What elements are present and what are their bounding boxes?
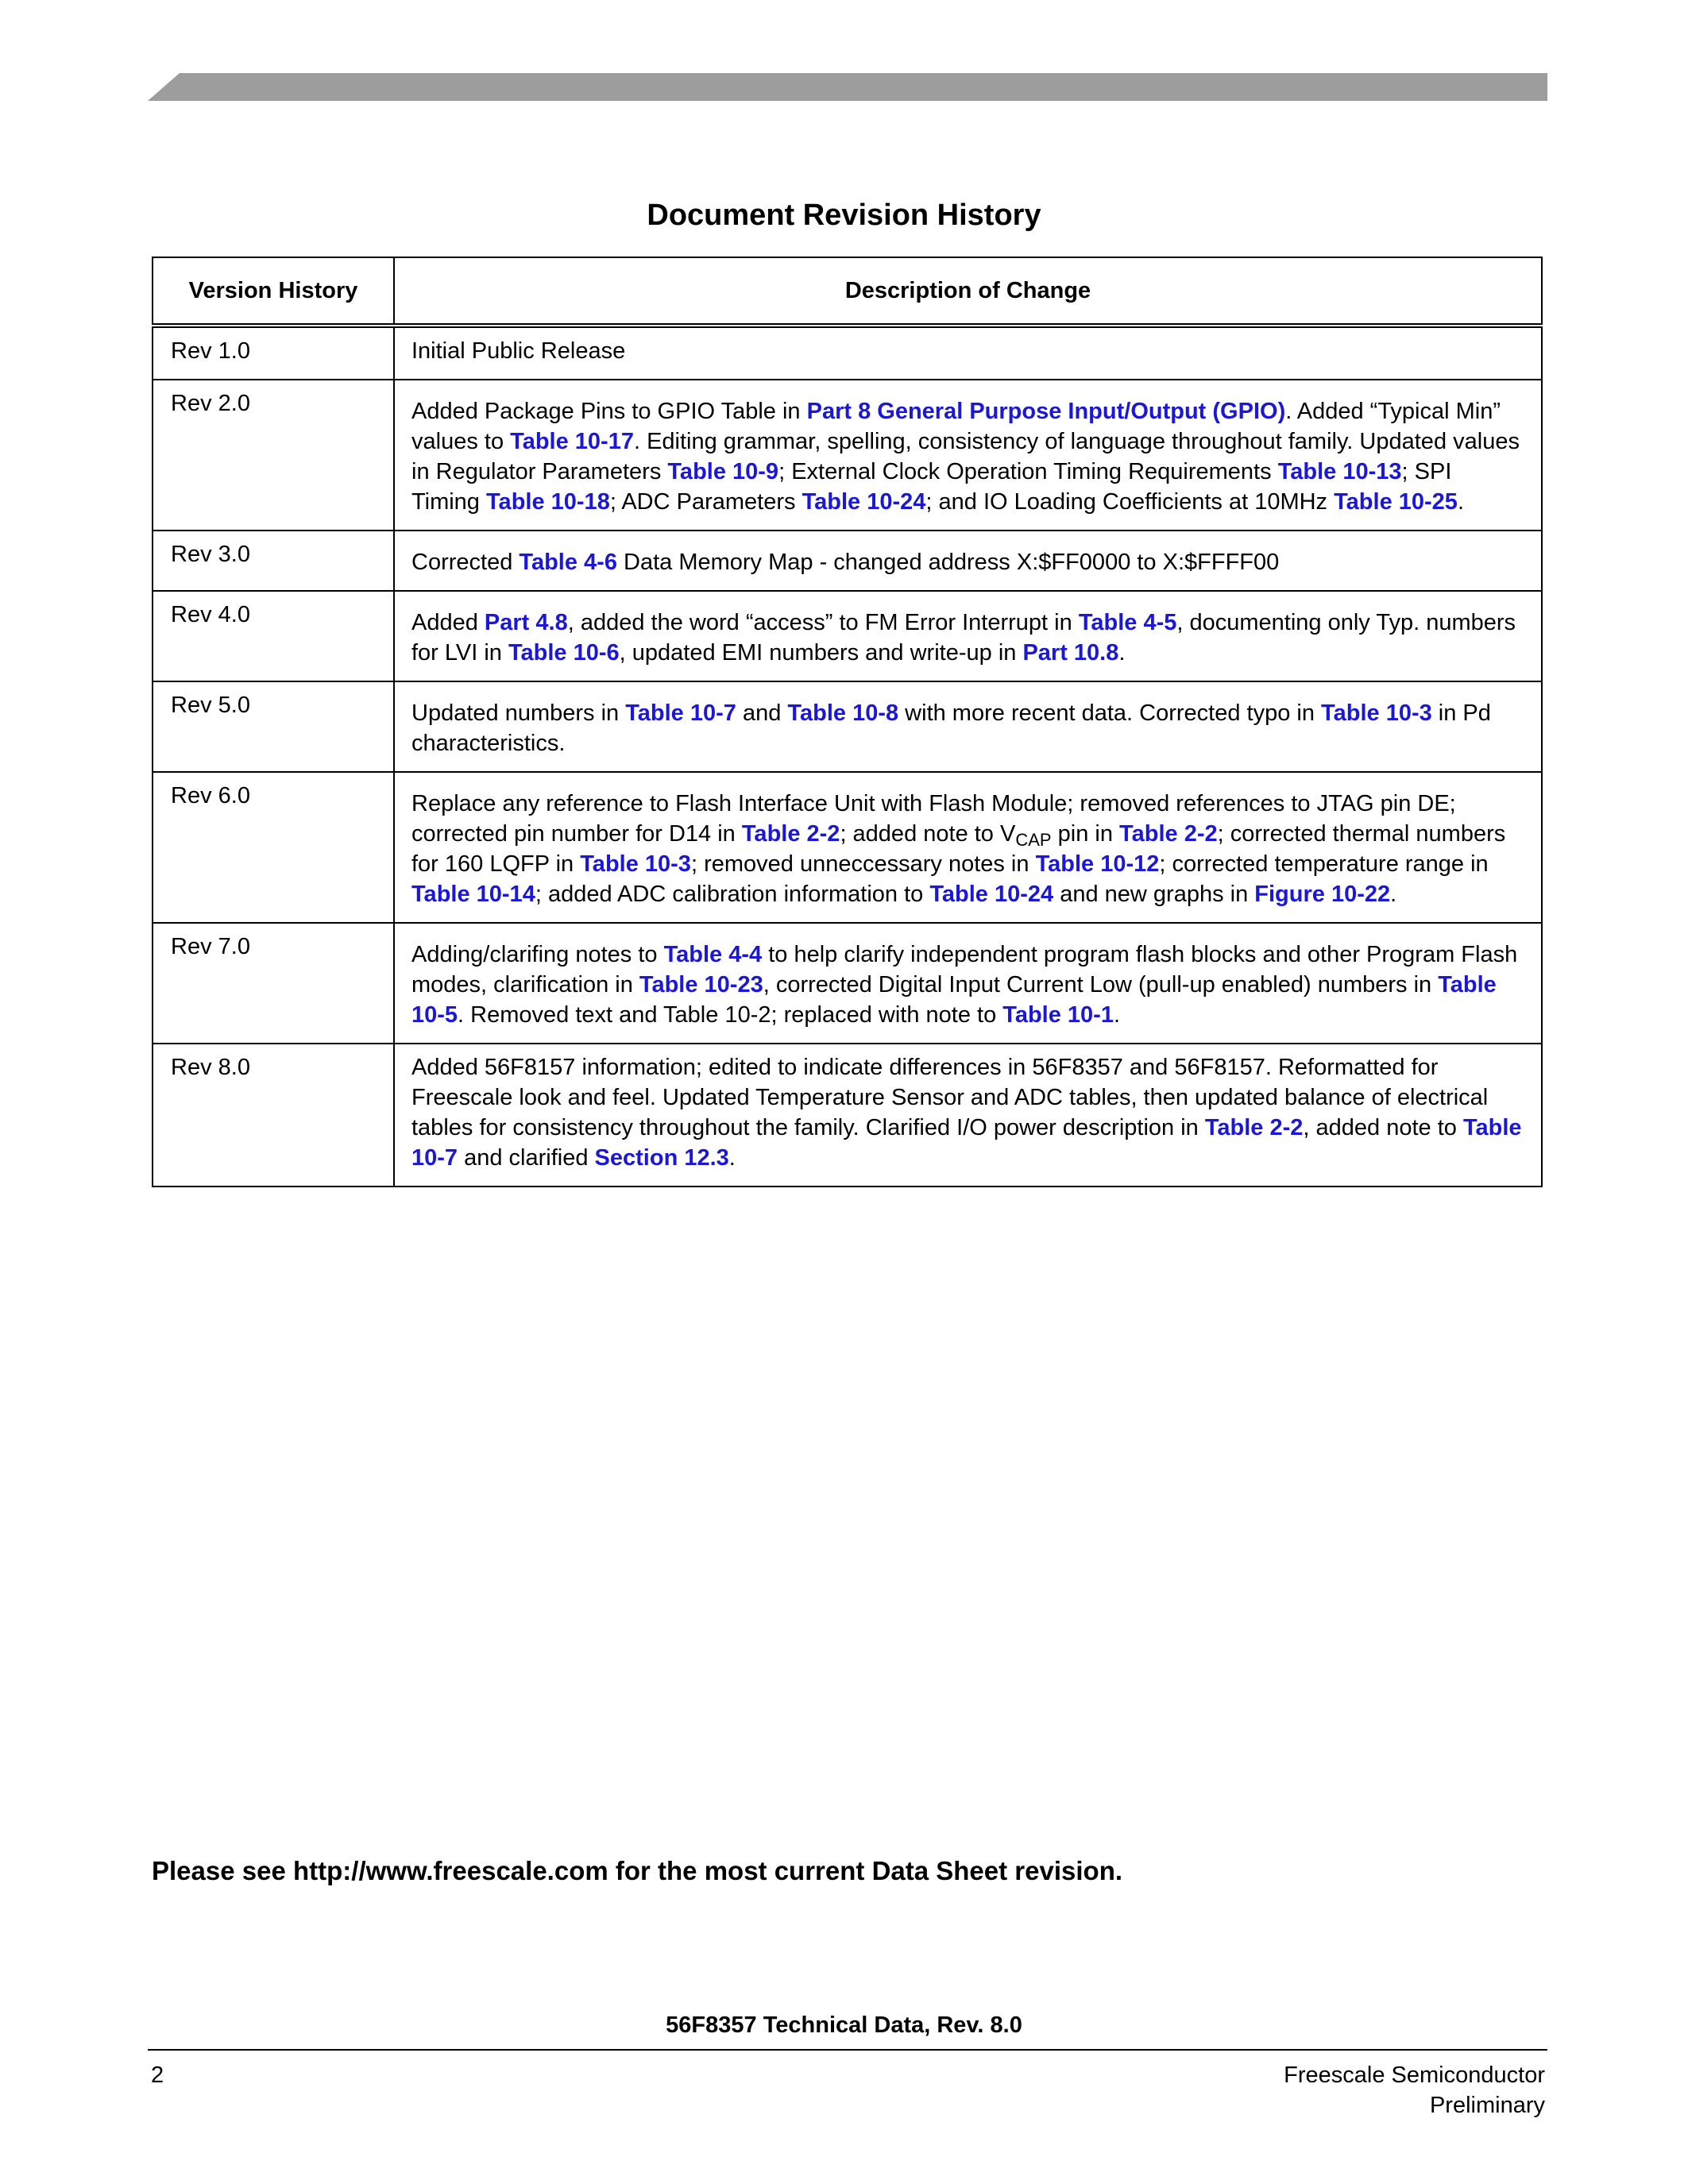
document-status: Preliminary — [1429, 2093, 1545, 2118]
description-text: Added Part 4.8, added the word “access” to FM Error Interrupt in Table 4-5, documenting only Typ. numbers for LVI in Table 10-6, updated EMI numbers and write-up in Part 10.8. — [411, 610, 1516, 666]
company-name: Freescale Semiconductor — [1284, 2062, 1545, 2088]
cross-reference-link[interactable]: Table 10-1 — [1002, 1002, 1114, 1028]
description-text: Added 56F8157 information; edited to indicate differences in 56F8357 and 56F8157. Reformatted for Freescale look and feel. Updated Temperature Sensor and ADC tables, then updated balance of electrical tables for consistency throughout the family. Clarified I/O power description in Table 2-2, added note to Table 10-7 and clarified Section 12.3. — [411, 1055, 1522, 1171]
table-row — [153, 772, 1542, 923]
cross-reference-link[interactable]: Table 10-6 — [508, 640, 620, 666]
version-cell: Rev 6.0 — [153, 772, 394, 923]
cross-reference-link[interactable]: Table 10-9 — [667, 459, 779, 484]
description-cell — [394, 531, 1542, 591]
table-row — [153, 681, 1542, 772]
cross-reference-link[interactable]: Table 10-14 — [411, 882, 535, 907]
cross-reference-link[interactable]: Table 10-24 — [929, 882, 1054, 907]
version-cell: Rev 3.0 — [153, 531, 394, 591]
description-cell — [394, 380, 1542, 531]
page-title: Document Revision History — [647, 199, 1041, 232]
cross-reference-link[interactable]: Table 4-5 — [1078, 610, 1177, 635]
cross-reference-link[interactable]: Table 10-7 — [625, 700, 736, 726]
description-text: Initial Public Release — [411, 338, 626, 364]
cross-reference-link[interactable]: Table 10-7 — [411, 1115, 1522, 1171]
cross-reference-link[interactable]: Table 10-17 — [510, 429, 634, 454]
cross-reference-link[interactable]: Figure 10-22 — [1254, 882, 1391, 907]
footer-company-block — [1284, 2060, 1545, 2120]
subscript-text: CAP — [1015, 830, 1052, 850]
description-text: Replace any reference to Flash Interface Unit with Flash Module; removed references to JTAG pin DE; corrected pin number for D14 in Table 2-2; added note to $V_{CAP}$ pin in Table 2-2; corrected thermal numbers for 160 LQFP in Table 10-3; removed unneccessary notes in Table 10-12; corrected temperature range in Table 10-14; added ADC calibration information to Table 10-24 and new graphs in Figure 10-22. — [411, 791, 1506, 907]
cross-reference-link[interactable]: Table 10-25 — [1334, 489, 1458, 515]
cross-reference-link[interactable]: Table 2-2 — [1119, 821, 1218, 847]
description-text: Corrected Table 4-6 Data Memory Map - changed address X:$FF0000 to X:$FFFF00 — [411, 550, 1280, 575]
description-cell — [394, 591, 1542, 681]
table-row — [153, 923, 1542, 1044]
cross-reference-link[interactable]: Part 8 General Purpose Input/Output (GPIO) — [806, 399, 1286, 424]
description-cell — [394, 772, 1542, 923]
cross-reference-link[interactable]: Part 4.8 — [484, 610, 568, 635]
description-cell — [394, 1044, 1542, 1187]
cross-reference-link[interactable]: Table 2-2 — [741, 821, 840, 847]
table-row — [153, 1044, 1542, 1187]
description-text: Adding/clarifing notes to Table 4-4 to help clarify independent program flash blocks and other Program Flash modes, clarification in Table 10-23, corrected Digital Input Current Low (pull-up enabled) numbers in Table 10-5. Removed text and Table 10-2; replaced with note to Table 10-1. — [411, 942, 1518, 1028]
version-cell: Rev 8.0 — [153, 1044, 394, 1187]
cross-reference-link[interactable]: Table 10-23 — [639, 972, 763, 997]
revision-history-table — [152, 257, 1543, 1187]
cross-reference-link[interactable]: Table 4-6 — [519, 550, 617, 575]
footer-document-title: 56F8357 Technical Data, Rev. 8.0 — [666, 2012, 1022, 2038]
cross-reference-link[interactable]: Table 10-12 — [1035, 851, 1160, 877]
cross-reference-link[interactable]: Table 2-2 — [1204, 1115, 1304, 1140]
table-row — [153, 326, 1542, 380]
header-bar-decoration — [148, 73, 1547, 101]
cross-reference-link[interactable]: Table 10-3 — [580, 851, 691, 877]
cross-reference-link[interactable]: Section 12.3 — [594, 1145, 729, 1171]
cross-reference-link[interactable]: Table 10-18 — [486, 489, 610, 515]
table-header-row — [153, 257, 1542, 326]
version-cell: Rev 1.0 — [153, 326, 394, 380]
page-number: 2 — [151, 2062, 164, 2088]
cross-reference-link[interactable]: Table 10-5 — [411, 972, 1497, 1028]
footer-divider — [148, 2049, 1547, 2051]
cross-reference-link[interactable]: Table 10-3 — [1321, 700, 1432, 726]
description-cell — [394, 326, 1542, 380]
description-cell — [394, 681, 1542, 772]
cross-reference-link[interactable]: Table 4-4 — [663, 942, 763, 967]
cross-reference-link[interactable]: Part 10.8 — [1022, 640, 1119, 666]
version-history-header: Version History — [153, 257, 394, 326]
version-cell: Rev 2.0 — [153, 380, 394, 531]
table-row — [153, 531, 1542, 591]
version-cell: Rev 5.0 — [153, 681, 394, 772]
description-header: Description of Change — [394, 257, 1542, 326]
cross-reference-link[interactable]: Table 10-8 — [787, 700, 899, 726]
description-cell — [394, 923, 1542, 1044]
version-cell: Rev 7.0 — [153, 923, 394, 1044]
description-text: Added Package Pins to GPIO Table in Part 8 General Purpose Input/Output (GPIO). Added “Typical Min” values to Table 10-17. Editing grammar, spelling, consistency of language throughout family. Updated values in Regulator Parameters Table 10-9; External Clock Operation Timing Requirements Table 10-13; SPI Timing Table 10-18; ADC Parameters Table 10-24; and IO Loading Coefficients at 10MHz Table 10-25. — [411, 399, 1520, 515]
description-text: Updated numbers in Table 10-7 and Table 10-8 with more recent data. Corrected typo in Table 10-3 in Pd characteristics. — [411, 700, 1491, 756]
version-cell: Rev 4.0 — [153, 591, 394, 681]
current-revision-note: Please see http://www.freescale.com for the most current Data Sheet revision. — [152, 1856, 1123, 1885]
cross-reference-link[interactable]: Table 10-13 — [1277, 459, 1402, 484]
table-row — [153, 380, 1542, 531]
table-row — [153, 591, 1542, 681]
cross-reference-link[interactable]: Table 10-24 — [802, 489, 926, 515]
